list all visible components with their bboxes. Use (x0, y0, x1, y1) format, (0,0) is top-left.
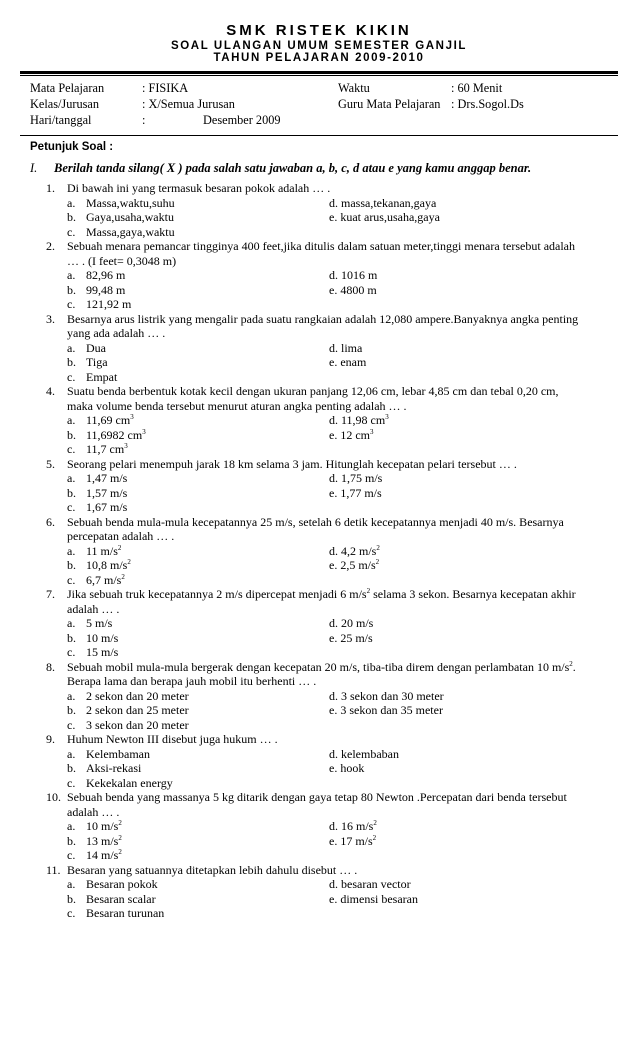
option-b[interactable] (67, 428, 146, 443)
question-text: adalah … . (67, 804, 120, 819)
question-item (0, 732, 638, 790)
question-line (0, 674, 638, 689)
option-letter: a. (67, 877, 76, 891)
instructions-heading: Petunjuk Soal : (30, 141, 114, 153)
option-letter: b. (67, 761, 76, 775)
option-letter: b. (67, 355, 76, 369)
superscript: 3 (370, 427, 374, 436)
question-text: Sebuah benda mula-mula kecepatannya 25 m/s, setelah 6 detik kecepatannya menjadi 40 m/s. Besarnya (67, 514, 564, 529)
option-a[interactable] (67, 196, 175, 211)
option-b[interactable] (67, 892, 156, 907)
option-letter: a. (67, 746, 76, 761)
option-letter: c. (67, 645, 76, 659)
option-row (0, 486, 638, 501)
question-line (0, 732, 638, 747)
question-item (0, 790, 638, 863)
option-row (0, 703, 638, 718)
question-number: 3. (46, 311, 55, 326)
info-rule (20, 135, 618, 136)
option-letter: a. (67, 616, 76, 630)
option-text: Besaran turunan (86, 906, 165, 920)
option-row (0, 428, 638, 443)
time-label: Waktu (338, 81, 370, 95)
option-letter: b. (67, 833, 76, 848)
question-number: 9. (46, 732, 55, 746)
option-c[interactable] (67, 500, 127, 515)
option-b[interactable] (67, 631, 118, 646)
option-b[interactable] (67, 486, 127, 501)
option-text: e. 1,77 m/s (329, 485, 382, 500)
option-d[interactable] (329, 689, 444, 704)
question-text: Besaran yang satuannya ditetapkan lebih dahulu disebut … . (67, 862, 358, 877)
option-e[interactable] (329, 631, 373, 646)
option-b[interactable] (67, 834, 122, 849)
option-a[interactable] (67, 819, 122, 834)
option-letter: b. (67, 558, 76, 572)
question-text: Seorang pelari menempuh jarak 18 km selama 3 jam. Hitunglah kecepatan pelari tersebut … . (67, 456, 517, 471)
option-letter: b. (67, 210, 76, 224)
option-letter: b. (67, 485, 76, 500)
option-row (0, 573, 638, 588)
date-value: Desember 2009 (203, 113, 281, 127)
option-row (0, 848, 638, 863)
option-row (0, 819, 638, 834)
option-row (0, 471, 638, 486)
option-a[interactable] (67, 747, 150, 762)
option-text: 99,48 m (86, 282, 126, 297)
option-letter: a. (67, 195, 76, 210)
superscript: 2 (127, 558, 131, 566)
class-label: Kelas/Jurusan (30, 97, 99, 111)
option-text: 82,96 m (86, 268, 126, 282)
option-row (0, 877, 638, 892)
option-a[interactable] (67, 877, 158, 892)
date-colon: : (142, 113, 146, 127)
superscript: 3 (385, 413, 389, 421)
option-text: 121,92 m (86, 297, 132, 311)
option-text: e. kuat arus,usaha,gaya (329, 210, 440, 224)
option-row (0, 544, 638, 559)
section-instruction-text: Berilah tanda silang( X ) pada salah satu jawaban a, b, c, d atau e yang kamu anggap benar. (54, 161, 532, 175)
question-line (0, 805, 638, 820)
option-letter: c. (67, 369, 76, 384)
question-text: Jika sebuah truk kecepatannya 2 m/s dipercepat menjadi 6 m/s (67, 587, 367, 601)
question-line (0, 863, 638, 878)
question-text: Sebuah mobil mula-mula bergerak dengan kecepatan 20 m/s, tiba-tiba direm dengan perlambatan 10 m/s (67, 659, 570, 674)
option-e[interactable] (329, 892, 418, 907)
teacher-label: Guru Mata Pelajaran (338, 97, 441, 111)
superscript: 3 (124, 442, 128, 450)
option-b[interactable] (67, 558, 131, 573)
option-text: d. massa,tekanan,gaya (329, 195, 437, 210)
superscript: 2 (366, 587, 371, 595)
option-row (0, 645, 638, 660)
superscript: 2 (118, 819, 122, 827)
option-text: Massa,gaya,waktu (86, 224, 175, 239)
option-d[interactable] (329, 341, 362, 356)
option-letter: c. (67, 848, 76, 862)
option-text: e. 2,5 m/s (329, 558, 376, 572)
question-number: 5. (46, 456, 55, 471)
option-text: e. 25 m/s (329, 630, 373, 645)
question-text: yang ada adalah … . (67, 326, 166, 340)
option-text: 1,47 m/s (86, 471, 128, 485)
option-text: Kelembaman (86, 746, 150, 761)
option-row (0, 689, 638, 704)
option-c[interactable] (67, 225, 175, 240)
option-d[interactable] (329, 471, 382, 486)
option-text: 3 sekon dan 20 meter (86, 717, 189, 732)
superscript: 2 (121, 572, 125, 581)
question-line (0, 239, 638, 254)
option-d[interactable] (329, 819, 377, 834)
option-row (0, 413, 638, 428)
header-rule-thin (20, 75, 618, 76)
option-e[interactable] (329, 558, 379, 573)
school-name: SMK RISTEK KIKIN (226, 22, 412, 39)
question-number: 2. (46, 239, 55, 253)
question-list (0, 181, 638, 921)
question-item (0, 181, 638, 239)
option-c[interactable] (67, 370, 117, 385)
option-row (0, 718, 638, 733)
question-line (0, 326, 638, 341)
option-row (0, 442, 638, 457)
question-item (0, 515, 638, 588)
superscript: 2 (376, 543, 380, 552)
option-b[interactable] (67, 283, 125, 298)
option-text: 15 m/s (86, 645, 119, 659)
option-letter: b. (67, 891, 76, 906)
question-line (0, 790, 638, 805)
option-e[interactable] (329, 834, 376, 849)
option-letter: c. (67, 775, 76, 790)
option-text: 13 m/s (86, 833, 119, 848)
option-a[interactable] (67, 544, 121, 559)
option-a[interactable] (67, 616, 112, 631)
superscript: 2 (118, 833, 122, 842)
question-line (0, 515, 638, 530)
option-text: d. besaran vector (329, 877, 411, 891)
option-e[interactable] (329, 703, 443, 718)
question-text: maka volume benda tersebut menurut aturan angka penting adalah … . (67, 398, 407, 413)
question-text: Di bawah ini yang termasuk besaran pokok adalah … . (67, 181, 331, 195)
option-row (0, 500, 638, 515)
option-text: e. hook (329, 761, 365, 775)
option-text: Gaya,usaha,waktu (86, 210, 174, 224)
question-number: 8. (46, 659, 55, 674)
option-row (0, 210, 638, 225)
option-a[interactable] (67, 471, 127, 486)
option-text: 6,7 m/s (86, 572, 122, 587)
option-a[interactable] (67, 268, 125, 283)
option-b[interactable] (67, 210, 174, 225)
option-text: d. 4,2 m/s (329, 543, 377, 558)
option-text: e. 17 m/s (329, 833, 373, 848)
option-letter: a. (67, 340, 76, 355)
option-e[interactable] (329, 283, 377, 298)
question-text: Besarnya arus listrik yang mengalir pada suatu rangkaian adalah 12,080 ampere.Banyaknya angka penting (67, 311, 579, 326)
question-item (0, 239, 638, 312)
question-line (0, 399, 638, 414)
option-letter: c. (67, 297, 76, 311)
option-e[interactable] (329, 355, 366, 370)
question-text (67, 660, 576, 675)
option-text: Dua (86, 340, 106, 355)
question-item (0, 587, 638, 660)
question-line (0, 529, 638, 544)
superscript: 2 (373, 819, 377, 827)
option-row (0, 370, 638, 385)
option-c[interactable] (67, 573, 125, 588)
option-letter: c. (67, 717, 76, 732)
question-number: 1. (46, 181, 55, 195)
question-line (0, 384, 638, 399)
option-text: e. 3 sekon dan 35 meter (329, 703, 443, 717)
option-text: d. 3 sekon dan 30 meter (329, 688, 444, 703)
option-c[interactable] (67, 848, 122, 863)
option-row (0, 355, 638, 370)
superscript: 3 (130, 413, 134, 421)
question-item (0, 660, 638, 733)
superscript: 2 (372, 833, 377, 842)
option-letter: a. (67, 471, 76, 485)
option-text: d. 1016 m (329, 268, 378, 282)
option-row (0, 558, 638, 573)
superscript: 3 (142, 427, 146, 436)
section-instruction (30, 161, 531, 176)
option-text: 11 m/s (86, 543, 118, 558)
option-d[interactable] (329, 877, 411, 892)
option-d[interactable] (329, 747, 399, 762)
option-b[interactable] (67, 355, 108, 370)
option-row (0, 906, 638, 921)
option-letter: b. (67, 630, 76, 645)
option-text: Massa,waktu,suhu (86, 195, 175, 210)
superscript: 2 (569, 659, 573, 668)
option-letter: c. (67, 442, 76, 456)
question-text: percepatan adalah … . (67, 529, 175, 543)
academic-year: TAHUN PELAJARAN 2009-2010 (213, 52, 425, 64)
header-rule-thick (20, 71, 618, 74)
question-line (0, 587, 638, 602)
option-letter: a. (67, 413, 76, 427)
option-a[interactable] (67, 689, 189, 704)
option-c[interactable] (67, 776, 173, 791)
option-row (0, 268, 638, 283)
option-text: 10 m/s (86, 819, 119, 833)
question-line (0, 181, 638, 196)
option-c[interactable] (67, 718, 189, 733)
option-text: d. 16 m/s (329, 819, 374, 833)
option-text: 5 m/s (86, 616, 113, 630)
section-number: I. (30, 161, 38, 175)
option-text: e. enam (329, 355, 367, 369)
option-text: 10 m/s (86, 630, 119, 645)
teacher-value: : Drs.Sogol.Ds (451, 97, 524, 111)
option-text: e. 4800 m (329, 282, 377, 297)
option-text: 2 sekon dan 25 meter (86, 703, 189, 717)
time-value: : 60 Menit (451, 81, 503, 95)
option-text: d. 11,98 cm (329, 413, 386, 427)
class-value: : X/Semua Jurusan (142, 97, 235, 111)
question-text (67, 587, 576, 602)
option-text: 1,57 m/s (86, 485, 128, 500)
option-text: 11,6982 cm (86, 427, 143, 442)
superscript: 2 (117, 543, 122, 552)
subject-label: Mata Pelajaran (30, 81, 105, 95)
option-text: Aksi-rekasi (86, 761, 142, 775)
question-line (0, 457, 638, 472)
option-e[interactable] (329, 761, 364, 776)
option-text: 11,69 cm (86, 413, 131, 427)
option-a[interactable] (67, 341, 106, 356)
option-row (0, 283, 638, 298)
option-text: 2 sekon dan 20 meter (86, 688, 189, 703)
option-text: Besaran scalar (86, 891, 156, 906)
option-text: d. kelembaban (329, 746, 399, 761)
option-e[interactable] (329, 210, 440, 225)
option-text: Kekekalan energy (86, 775, 173, 790)
option-text: d. 1,75 m/s (329, 471, 383, 485)
option-b[interactable] (67, 703, 189, 718)
question-item (0, 457, 638, 515)
question-line (0, 312, 638, 327)
exam-title: SOAL ULANGAN UMUM SEMESTER GANJIL (170, 40, 467, 52)
question-number: 4. (46, 384, 55, 398)
option-row (0, 834, 638, 849)
option-c[interactable] (67, 645, 118, 660)
question-text-tail: selama 3 sekon. Besarnya kecepatan akhir (370, 587, 576, 601)
option-text: d. 20 m/s (329, 616, 374, 630)
option-d[interactable] (329, 196, 436, 211)
option-text: 10,8 m/s (86, 558, 128, 572)
question-text: … . (I feet= 0,3048 m) (67, 253, 177, 268)
option-letter: a. (67, 819, 76, 833)
option-text: d. lima (329, 340, 363, 355)
date-label: Hari/tanggal (30, 113, 92, 127)
option-row (0, 196, 638, 211)
question-item (0, 312, 638, 385)
question-number: 10. (46, 790, 61, 804)
option-text: 1,67 m/s (86, 500, 128, 514)
question-text: Sebuah benda yang massanya 5 kg ditarik dengan gaya tetap 80 Newton .Percepatan dari benda tersebut (67, 790, 567, 804)
option-row (0, 747, 638, 762)
option-e[interactable] (329, 486, 382, 501)
subject-value: : FISIKA (142, 81, 189, 95)
option-row (0, 631, 638, 646)
option-a[interactable] (67, 413, 134, 428)
option-c[interactable] (67, 906, 164, 921)
option-d[interactable] (329, 616, 373, 631)
option-text: 14 m/s (86, 848, 119, 862)
option-row (0, 892, 638, 907)
option-row (0, 225, 638, 240)
option-row (0, 341, 638, 356)
option-letter: b. (67, 427, 76, 442)
option-b[interactable] (67, 761, 141, 776)
option-letter: a. (67, 688, 76, 703)
option-text: 11,7 cm (86, 442, 125, 456)
question-text: Sebuah menara pemancar tingginya 400 feet,jika ditulis dalam satuan meter,tinggi menara tersebut adalah (67, 239, 576, 253)
question-number: 7. (46, 587, 55, 601)
question-item (0, 863, 638, 921)
option-text: Tiga (86, 355, 108, 369)
option-letter: a. (67, 268, 76, 282)
option-letter: b. (67, 282, 76, 297)
option-text: e. dimensi besaran (329, 891, 418, 906)
option-letter: a. (67, 543, 76, 558)
option-letter: c. (67, 906, 76, 920)
option-text: Empat (86, 369, 118, 384)
question-line (0, 660, 638, 675)
option-letter: c. (67, 500, 76, 514)
superscript: 2 (118, 848, 122, 856)
option-row (0, 761, 638, 776)
option-text: Besaran pokok (86, 877, 158, 891)
option-c[interactable] (67, 442, 128, 457)
option-d[interactable] (329, 544, 380, 559)
question-text: Huhum Newton III disebut juga hukum … . (67, 732, 278, 746)
question-text: Berapa lama dan berapa jauh mobil itu berhenti … . (67, 674, 317, 688)
question-line (0, 254, 638, 269)
superscript: 2 (375, 558, 380, 566)
question-item (0, 384, 638, 457)
option-e[interactable] (329, 428, 374, 443)
option-d[interactable] (329, 268, 377, 283)
option-text: e. 12 cm (329, 427, 370, 442)
question-line (0, 602, 638, 617)
option-row (0, 297, 638, 312)
option-row (0, 776, 638, 791)
option-row (0, 616, 638, 631)
question-number: 11. (46, 862, 61, 877)
option-letter: b. (67, 703, 76, 717)
question-text: adalah … . (67, 601, 120, 616)
option-letter: c. (67, 224, 76, 239)
option-c[interactable] (67, 297, 131, 312)
question-text: Suatu benda berbentuk kotak kecil dengan ukuran panjang 12,06 cm, lebar 4,85 cm dan tebal 0,20 cm, (67, 384, 559, 398)
option-letter: c. (67, 572, 76, 587)
question-text-tail: . (572, 659, 576, 674)
option-d[interactable] (329, 413, 389, 428)
question-number: 6. (46, 514, 55, 529)
